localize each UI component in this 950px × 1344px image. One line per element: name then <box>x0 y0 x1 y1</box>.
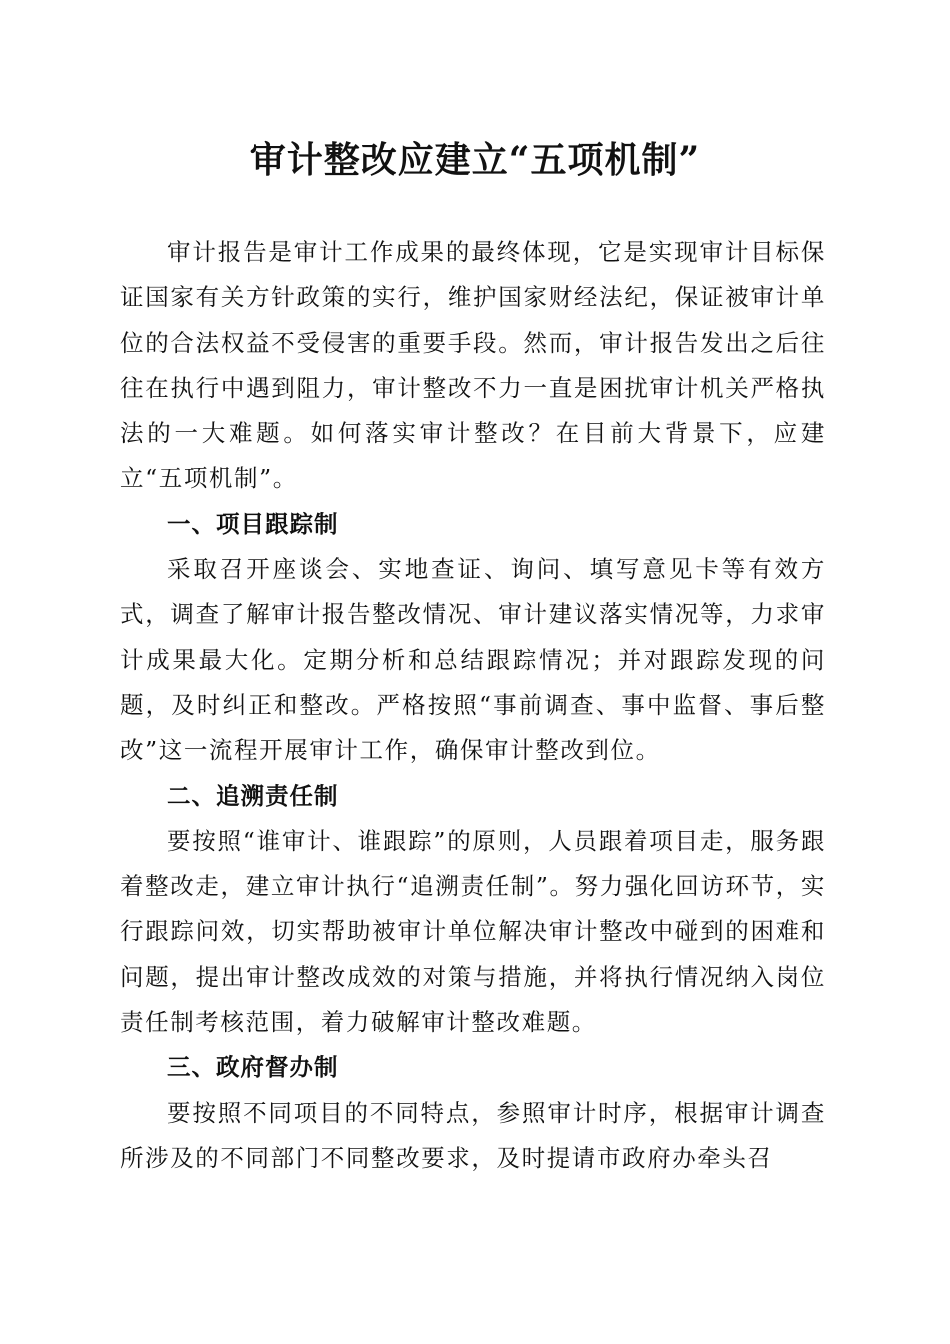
section-heading-1: 一、项目跟踪制 <box>167 509 339 538</box>
section-paragraph-2: 要按照“谁审计、谁跟踪”的原则，人员跟着项目走，服务跟着整改走，建立审计执行“追溯责任制”。努力强化回访环节，实行跟踪问效，切实帮助被审计单位解决审计整改中碰到的困难和问题，提出审计整改成效的对策与措施，并将执行情况纳入岗位责任制考核范围，着力破解审计整改难题。 <box>120 826 826 1037</box>
document-title: 审计整改应建立“五项机制” <box>249 139 701 181</box>
section-paragraph-1: 采取召开座谈会、实地查证、询问、填写意见卡等有效方式，调查了解审计报告整改情况、审计建议落实情况等，力求审计成果最大化。定期分析和总结跟踪情况；并对跟踪发现的问题，及时纠正和整改。严格按照“事前调查、事中监督、事后整改”这一流程开展审计工作，确保审计整改到位。 <box>120 555 826 765</box>
intro-paragraph: 审计报告是审计工作成果的最终体现，它是实现审计目标保证国家有关方针政策的实行，维护国家财经法纪，保证被审计单位的合法权益不受侵害的重要手段。然而，审计报告发出之后往往在执行中遇到阻力，审计整改不力一直是困扰审计机关严格执法的一大难题。如何落实审计整改？在目前大背景下，应建立“五项机制”。 <box>120 238 826 493</box>
section-heading-2: 二、追溯责任制 <box>167 781 339 810</box>
section-heading-3: 三、政府督办制 <box>167 1053 339 1082</box>
document-body <box>120 230 826 1181</box>
section-paragraph-3: 要按照不同项目的不同特点，参照审计时序，根据审计调查所涉及的不同部门不同整改要求，及时提请市政府办牵头召 <box>120 1098 826 1172</box>
